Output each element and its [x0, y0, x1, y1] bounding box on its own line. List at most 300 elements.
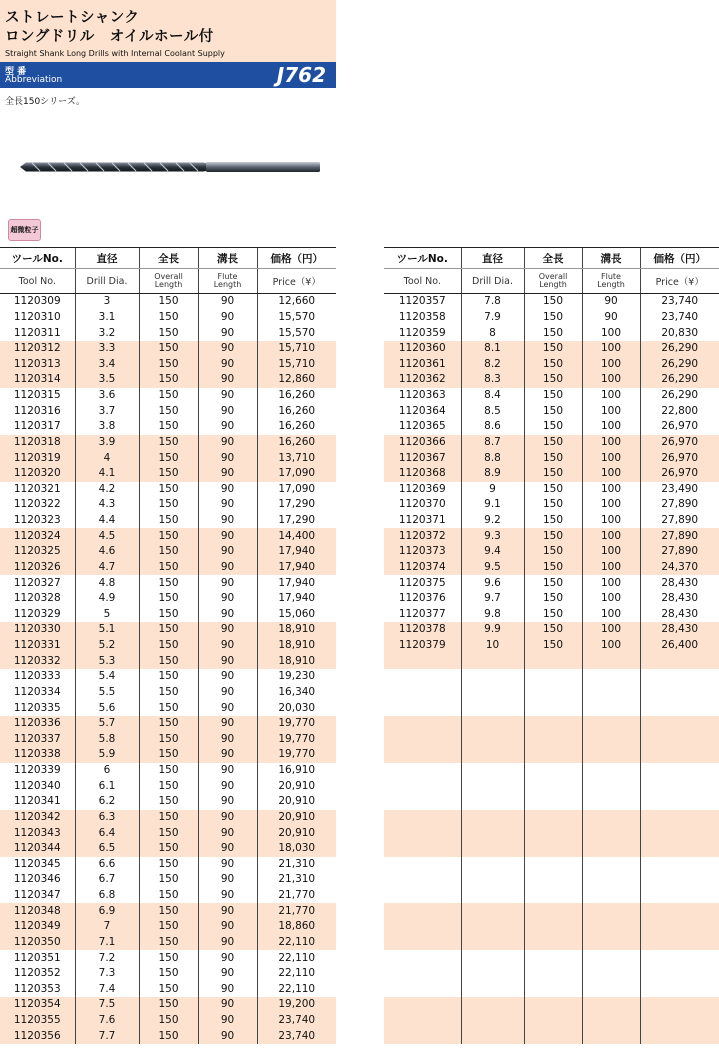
diameter-cell: 4.4	[75, 513, 139, 529]
table-row	[384, 763, 719, 779]
flute-length-cell: 90	[198, 294, 257, 310]
tool-no-cell: 1120344	[0, 841, 75, 857]
overall-length-cell	[524, 669, 582, 685]
diameter-cell	[461, 841, 524, 857]
header-row-jp	[0, 248, 336, 269]
flute-length-cell: 90	[198, 982, 257, 998]
overall-length-cell: 150	[139, 888, 198, 904]
flute-length-cell: 100	[582, 419, 640, 435]
price-cell	[640, 716, 719, 732]
flute-length-cell	[582, 669, 640, 685]
table-row	[384, 950, 719, 966]
overall-length-cell	[524, 716, 582, 732]
tool-no-cell: 1120350	[0, 935, 75, 951]
flute-length-cell: 90	[198, 528, 257, 544]
table-row	[384, 325, 719, 341]
overall-length-cell: 150	[139, 841, 198, 857]
diameter-cell: 5.4	[75, 669, 139, 685]
flute-length-cell: 90	[198, 419, 257, 435]
flute-length-cell: 90	[198, 950, 257, 966]
flute-length-cell: 90	[198, 888, 257, 904]
overall-length-cell: 150	[524, 497, 582, 513]
overall-length-cell: 150	[139, 685, 198, 701]
flute-length-cell: 100	[582, 403, 640, 419]
flute-length-cell: 100	[582, 607, 640, 623]
table-row	[0, 357, 336, 373]
table-row	[384, 919, 719, 935]
abbreviation-label-jp: 型 番	[5, 67, 27, 77]
diameter-cell: 9.4	[461, 544, 524, 560]
tool-no-cell: 1120312	[0, 341, 75, 357]
overall-length-cell: 150	[139, 575, 198, 591]
tool-no-cell	[384, 888, 461, 904]
tool-no-cell: 1120340	[13, 779, 61, 792]
price-cell: 28,430	[640, 607, 719, 623]
table-row	[384, 669, 719, 685]
overall-length-cell: 150	[524, 466, 582, 482]
tool-no-cell: 1120352	[13, 967, 61, 980]
table-row	[0, 747, 336, 763]
flute-length-cell: 100	[582, 372, 640, 388]
diameter-cell: 6.3	[75, 810, 139, 826]
diameter-cell	[461, 794, 524, 810]
tool-no-cell: 1120370	[398, 498, 446, 511]
diameter-cell	[461, 685, 524, 701]
table-row	[384, 685, 719, 701]
tool-no-cell	[384, 1028, 461, 1044]
overall-length-cell: 150	[524, 544, 582, 560]
flute-length-cell	[582, 810, 640, 826]
price-cell: 24,370	[640, 560, 719, 576]
tool-no-cell: 1120361	[384, 357, 461, 373]
table-row	[0, 607, 336, 623]
overall-length-cell: 150	[139, 732, 198, 748]
tool-no-cell: 1120345	[13, 857, 61, 870]
table-row	[384, 997, 719, 1013]
diameter-cell: 3.4	[75, 357, 139, 373]
flute-length-cell: 90	[198, 575, 257, 591]
tool-no-cell: 1120355	[0, 1013, 75, 1029]
flute-length-cell: 90	[198, 841, 257, 857]
tool-no-cell: 1120328	[13, 592, 61, 605]
diameter-cell	[461, 778, 524, 794]
table-row	[0, 888, 336, 904]
flute-length-cell: 90	[198, 872, 257, 888]
overall-length-cell	[524, 810, 582, 826]
flute-length-cell: 100	[582, 325, 640, 341]
diameter-cell	[461, 1028, 524, 1044]
price-cell: 22,110	[257, 935, 336, 951]
price-cell: 15,710	[257, 357, 336, 373]
overall-length-cell	[524, 747, 582, 763]
col-diameter-en: Drill Dia.	[461, 269, 524, 294]
diameter-cell: 7.1	[75, 935, 139, 951]
price-cell: 26,290	[640, 388, 719, 404]
tool-no-cell: 1120324	[0, 528, 75, 544]
flute-length-cell: 90	[198, 778, 257, 794]
overall-length-cell: 150	[139, 482, 198, 498]
diameter-cell: 8.8	[461, 450, 524, 466]
price-cell: 21,310	[257, 857, 336, 873]
tool-no-cell	[384, 825, 461, 841]
flute-length-cell: 100	[582, 544, 640, 560]
tool-no-cell: 1120371	[398, 514, 446, 527]
overall-length-cell: 150	[139, 372, 198, 388]
table-row	[384, 435, 719, 451]
table-row	[0, 872, 336, 888]
overall-length-cell: 150	[524, 403, 582, 419]
table-row	[384, 528, 719, 544]
overall-length-cell	[524, 700, 582, 716]
table-row	[0, 794, 336, 810]
table-row	[0, 732, 336, 748]
price-cell: 16,910	[257, 763, 336, 779]
diameter-cell	[461, 872, 524, 888]
overall-length-cell: 150	[139, 403, 198, 419]
flute-length-cell: 90	[198, 935, 257, 951]
flute-length-cell: 100	[582, 591, 640, 607]
table-row	[384, 544, 719, 560]
diameter-cell: 6.4	[75, 825, 139, 841]
flute-length-cell: 90	[198, 700, 257, 716]
tool-no-cell: 1120330	[0, 622, 75, 638]
flute-length-cell	[582, 747, 640, 763]
tool-no-cell: 1120357	[398, 295, 446, 308]
price-cell	[640, 1013, 719, 1029]
diameter-cell	[461, 716, 524, 732]
flute-length-cell: 90	[198, 903, 257, 919]
flute-length-cell: 100	[582, 482, 640, 498]
diameter-cell: 4.6	[75, 544, 139, 560]
table-row	[384, 294, 719, 310]
price-cell: 23,740	[640, 310, 719, 326]
overall-length-cell	[524, 997, 582, 1013]
flute-length-cell: 100	[582, 466, 640, 482]
flute-length-cell	[582, 1013, 640, 1029]
flute-length-cell	[582, 732, 640, 748]
flute-length-cell: 100	[582, 560, 640, 576]
price-cell: 14,400	[257, 528, 336, 544]
tool-no-cell: 1120363	[398, 389, 446, 402]
price-cell	[640, 825, 719, 841]
table-row	[384, 747, 719, 763]
flute-length-cell	[582, 966, 640, 982]
price-table-right	[384, 247, 719, 1044]
price-cell: 27,890	[640, 528, 719, 544]
diameter-cell: 8.9	[461, 466, 524, 482]
header-row-en	[384, 269, 719, 294]
price-cell: 23,740	[257, 1028, 336, 1044]
price-cell: 26,400	[640, 638, 719, 654]
price-cell	[640, 919, 719, 935]
price-cell: 17,090	[257, 466, 336, 482]
overall-length-cell: 150	[139, 341, 198, 357]
diameter-cell	[461, 997, 524, 1013]
table-row	[0, 388, 336, 404]
tool-no-cell	[384, 1013, 461, 1029]
flute-length-cell: 100	[582, 513, 640, 529]
table-row	[0, 903, 336, 919]
tool-no-cell: 1120323	[13, 514, 61, 527]
diameter-cell	[461, 950, 524, 966]
price-cell: 18,910	[257, 622, 336, 638]
table-row	[0, 513, 336, 529]
flute-length-cell: 90	[198, 732, 257, 748]
overall-length-cell: 150	[139, 669, 198, 685]
price-cell	[640, 888, 719, 904]
overall-length-cell: 150	[139, 310, 198, 326]
table-row	[384, 872, 719, 888]
diameter-cell: 4.5	[75, 528, 139, 544]
price-cell	[640, 950, 719, 966]
flute-length-cell: 90	[198, 763, 257, 779]
price-cell: 26,970	[640, 419, 719, 435]
diameter-cell: 6.2	[75, 794, 139, 810]
flute-length-cell: 90	[198, 466, 257, 482]
flute-length-cell	[582, 700, 640, 716]
diameter-cell	[461, 700, 524, 716]
overall-length-cell	[524, 888, 582, 904]
table-row	[384, 810, 719, 826]
tool-no-cell: 1120327	[13, 576, 61, 589]
price-cell	[640, 700, 719, 716]
overall-length-cell	[524, 950, 582, 966]
diameter-cell: 8.3	[461, 372, 524, 388]
price-cell: 19,770	[257, 716, 336, 732]
price-cell: 18,860	[257, 919, 336, 935]
tool-no-cell: 1120334	[13, 685, 61, 698]
overall-length-cell: 150	[139, 763, 198, 779]
overall-length-cell: 150	[139, 497, 198, 513]
overall-length-cell: 150	[524, 482, 582, 498]
table-row	[0, 997, 336, 1013]
tool-no-cell: 1120356	[0, 1028, 75, 1044]
table-row	[0, 935, 336, 951]
overall-length-cell: 150	[139, 560, 198, 576]
overall-length-cell: 150	[139, 294, 198, 310]
table-row	[384, 419, 719, 435]
flute-length-cell: 100	[582, 622, 640, 638]
overall-length-cell: 150	[139, 700, 198, 716]
tool-no-cell	[384, 685, 461, 701]
table-row	[384, 513, 719, 529]
overall-length-cell: 150	[524, 513, 582, 529]
flute-length-cell: 90	[198, 857, 257, 873]
flute-length-cell: 90	[198, 310, 257, 326]
tool-no-cell: 1120329	[13, 607, 61, 620]
price-cell: 26,290	[640, 357, 719, 373]
table-row	[384, 700, 719, 716]
table-row	[0, 966, 336, 982]
tool-no-cell: 1120339	[13, 764, 61, 777]
overall-length-cell	[524, 982, 582, 998]
col-price-en: Price（¥）	[640, 269, 719, 294]
tool-no-cell: 1120373	[384, 544, 461, 560]
col-overall-length-en: Overall Length	[139, 269, 198, 294]
table-row	[0, 372, 336, 388]
tool-no-cell: 1120364	[398, 404, 446, 417]
flute-length-cell: 90	[198, 544, 257, 560]
flute-length-cell	[582, 794, 640, 810]
table-row	[384, 450, 719, 466]
flute-length-cell	[582, 778, 640, 794]
tool-no-cell: 1120378	[384, 622, 461, 638]
price-cell: 26,970	[640, 466, 719, 482]
col-diameter-jp: 直径	[75, 248, 139, 269]
flute-length-cell	[582, 763, 640, 779]
col-tool-no-en: Tool No.	[0, 269, 75, 294]
col-tool-no-en: Tool No.	[384, 269, 461, 294]
price-cell: 20,910	[257, 794, 336, 810]
table-row	[384, 575, 719, 591]
flute-length-cell: 90	[198, 810, 257, 826]
table-row	[0, 435, 336, 451]
diameter-cell: 7.9	[461, 310, 524, 326]
flute-length-cell: 90	[582, 294, 640, 310]
tool-no-cell	[384, 950, 461, 966]
tool-no-cell: 1120368	[384, 466, 461, 482]
flute-length-cell: 90	[198, 357, 257, 373]
tool-no-cell: 1120313	[0, 357, 75, 373]
diameter-cell: 5.2	[75, 638, 139, 654]
col-tool-no-jp: ツールNo.	[0, 248, 75, 269]
table-row	[0, 778, 336, 794]
table-row	[384, 388, 719, 404]
price-cell: 22,110	[257, 950, 336, 966]
overall-length-cell	[524, 1013, 582, 1029]
flute-length-cell	[582, 716, 640, 732]
table-row	[0, 403, 336, 419]
table-row	[384, 466, 719, 482]
flute-length-cell: 90	[198, 1028, 257, 1044]
table-row	[384, 653, 719, 669]
flute-length-cell: 90	[198, 325, 257, 341]
table-row	[0, 1013, 336, 1029]
flute-length-cell: 100	[582, 450, 640, 466]
tool-no-cell	[384, 653, 461, 669]
diameter-cell: 8.1	[461, 341, 524, 357]
tool-no-cell: 1120375	[398, 576, 446, 589]
diameter-cell	[461, 982, 524, 998]
tool-no-cell: 1120319	[0, 450, 75, 466]
price-cell: 20,030	[257, 700, 336, 716]
col-flute-length-jp: 溝長	[198, 248, 257, 269]
price-cell: 20,910	[257, 810, 336, 826]
product-title-line1: ストレートシャンク	[5, 10, 140, 26]
table-row	[384, 638, 719, 654]
overall-length-cell: 150	[524, 528, 582, 544]
tool-no-cell: 1120335	[13, 701, 61, 714]
diameter-cell	[461, 810, 524, 826]
drill-illustration	[18, 158, 323, 176]
tool-no-cell: 1120353	[13, 982, 61, 995]
table-row	[0, 482, 336, 498]
flute-length-cell: 90	[198, 716, 257, 732]
diameter-cell: 5.3	[75, 653, 139, 669]
tool-no-cell: 1120360	[384, 341, 461, 357]
price-cell	[640, 857, 719, 873]
col-flute-length-en: Flute Length	[582, 269, 640, 294]
overall-length-cell: 150	[139, 638, 198, 654]
overall-length-cell: 150	[139, 1013, 198, 1029]
tool-no-cell	[384, 778, 461, 794]
flute-length-cell: 90	[198, 794, 257, 810]
overall-length-cell: 150	[139, 857, 198, 873]
overall-length-cell	[524, 1028, 582, 1044]
table-row	[384, 341, 719, 357]
diameter-cell: 6.1	[75, 778, 139, 794]
tool-no-cell: 1120321	[13, 482, 61, 495]
tool-no-cell: 1120317	[13, 420, 61, 433]
tool-no-cell	[384, 903, 461, 919]
price-cell: 22,110	[257, 982, 336, 998]
diameter-cell: 6.7	[75, 872, 139, 888]
tool-no-cell: 1120347	[13, 889, 61, 902]
overall-length-cell: 150	[139, 982, 198, 998]
overall-length-cell: 150	[139, 747, 198, 763]
overall-length-cell	[524, 685, 582, 701]
diameter-cell: 9.9	[461, 622, 524, 638]
price-cell: 19,200	[257, 997, 336, 1013]
overall-length-cell: 150	[139, 622, 198, 638]
tool-no-cell	[384, 716, 461, 732]
flute-length-cell: 90	[582, 310, 640, 326]
header-row-en	[0, 269, 336, 294]
price-cell: 16,340	[257, 685, 336, 701]
diameter-cell: 7	[75, 919, 139, 935]
price-cell: 27,890	[640, 544, 719, 560]
table-row	[0, 294, 336, 310]
flute-length-cell: 90	[198, 919, 257, 935]
col-diameter-en: Drill Dia.	[75, 269, 139, 294]
col-diameter-jp: 直径	[461, 248, 524, 269]
price-cell	[640, 653, 719, 669]
tool-no-cell: 1120325	[0, 544, 75, 560]
diameter-cell: 5.7	[75, 716, 139, 732]
tool-no-cell: 1120367	[384, 450, 461, 466]
flute-length-cell	[582, 919, 640, 935]
tool-no-cell: 1120310	[13, 310, 61, 323]
flute-length-cell: 100	[582, 388, 640, 404]
table-row	[0, 982, 336, 998]
table-row	[384, 357, 719, 373]
overall-length-cell: 150	[139, 591, 198, 607]
diameter-cell: 9.1	[461, 497, 524, 513]
price-cell: 17,090	[257, 482, 336, 498]
price-cell: 15,570	[257, 310, 336, 326]
overall-length-cell: 150	[139, 903, 198, 919]
price-cell: 20,910	[257, 778, 336, 794]
tool-no-cell: 1120332	[0, 653, 75, 669]
price-cell: 21,770	[257, 903, 336, 919]
diameter-cell: 3.7	[75, 403, 139, 419]
overall-length-cell: 150	[139, 825, 198, 841]
price-cell	[640, 997, 719, 1013]
flute-length-cell: 90	[198, 497, 257, 513]
price-cell: 21,310	[257, 872, 336, 888]
price-cell: 26,970	[640, 450, 719, 466]
price-cell: 20,910	[257, 825, 336, 841]
overall-length-cell: 150	[139, 950, 198, 966]
diameter-cell	[461, 669, 524, 685]
price-cell: 28,430	[640, 622, 719, 638]
product-subtitle: Straight Shank Long Drills with Internal Coolant Supply	[5, 49, 225, 58]
tool-no-cell: 1120349	[0, 919, 75, 935]
overall-length-cell: 150	[139, 607, 198, 623]
tool-no-cell: 1120377	[398, 607, 446, 620]
diameter-cell: 8	[461, 325, 524, 341]
tool-no-cell: 1120379	[384, 638, 461, 654]
